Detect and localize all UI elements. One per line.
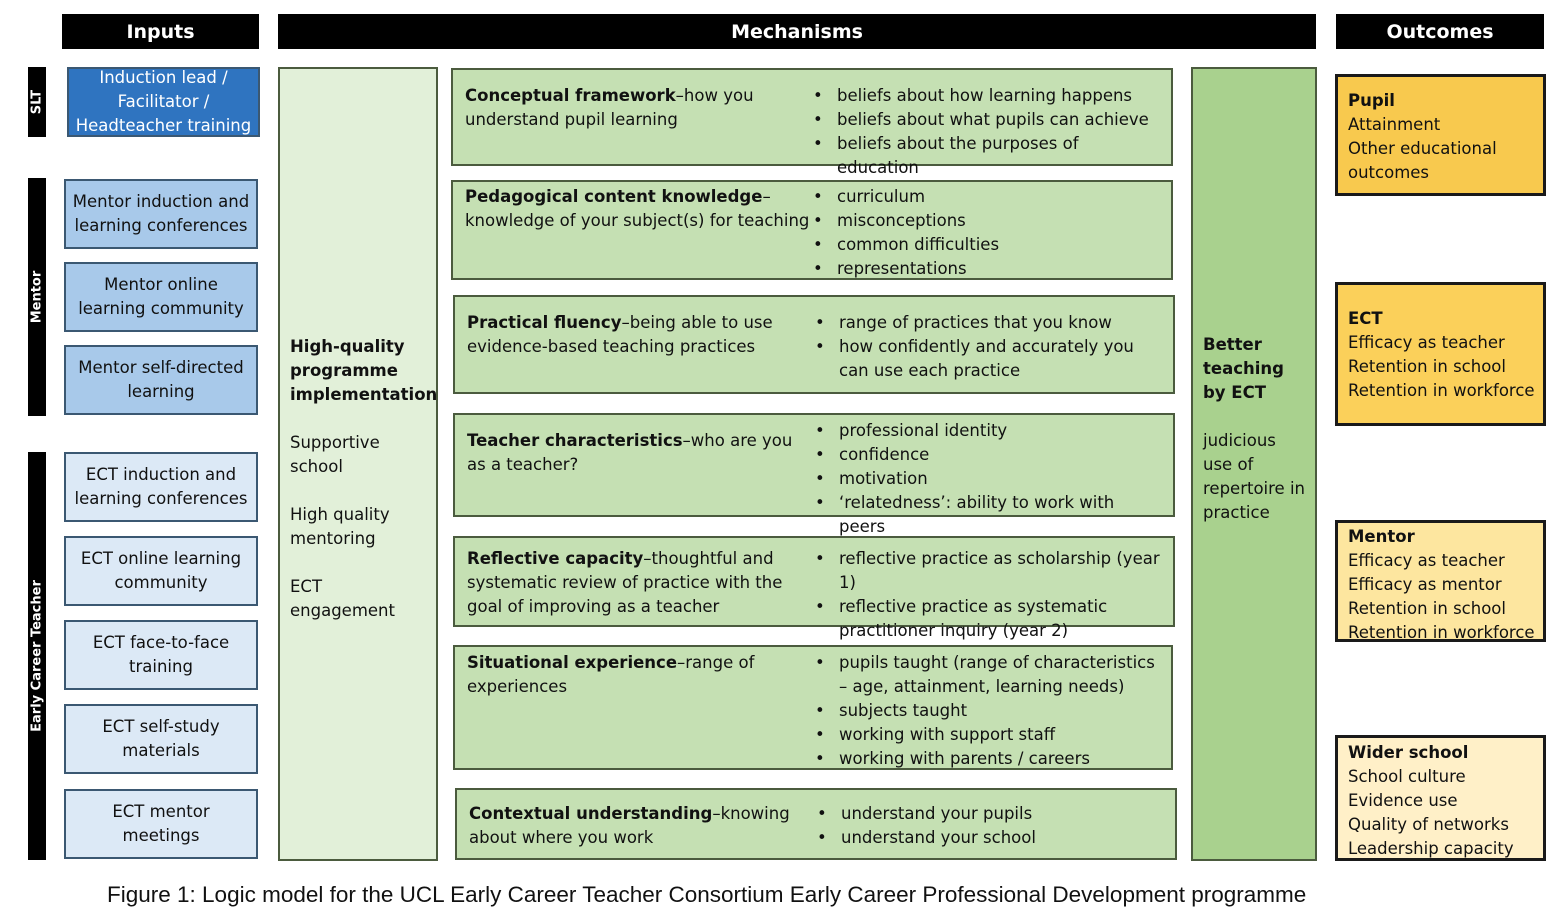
outcome-item: Leadership capacity <box>1348 839 1514 858</box>
input-label: Mentor online learning community <box>78 275 244 318</box>
input-box-slt <box>67 67 260 137</box>
outcomes-header-label: Outcomes <box>1386 20 1494 43</box>
outcome-item: Retention in school <box>1348 357 1506 376</box>
outcome-item: Retention in school <box>1348 599 1506 618</box>
mechanism-title: Conceptual framework <box>465 86 676 105</box>
input-box-mentor <box>64 262 258 332</box>
mechanism-bullet: • representations <box>813 257 1163 281</box>
mechanisms-header-label: Mechanisms <box>731 20 863 43</box>
mechanism-description <box>469 802 814 850</box>
mechanism-bullet: • curriculum <box>813 185 1163 209</box>
input-label: ECT mentor meetings <box>112 802 210 845</box>
inputs-header <box>62 14 259 49</box>
mechanism-bullet: • professional identity <box>815 419 1165 443</box>
mechanism-box <box>455 788 1177 860</box>
mechanism-desc-text: –range of experiences <box>467 653 755 696</box>
mechanism-bullets <box>815 651 1163 771</box>
input-box-ect <box>64 789 258 859</box>
outcome-title: ECT <box>1348 309 1383 328</box>
implementation-item: ECT engagement <box>290 577 395 620</box>
outcome-item: Retention in workforce <box>1348 381 1535 400</box>
mechanism-bullets <box>813 185 1163 281</box>
outcome-box-ect <box>1335 282 1546 426</box>
outcome-box-pupil <box>1335 74 1546 196</box>
input-label: ECT induction and learning conferences <box>74 465 248 508</box>
mechanism-description <box>467 311 812 359</box>
mechanism-title: Practical fluency <box>467 313 622 332</box>
mechanism-box <box>453 295 1175 394</box>
mechanism-bullet: • pupils taught (range of characteristics – age, attainment, learning needs) <box>815 651 1163 699</box>
input-box-ect <box>64 536 258 606</box>
mechanism-description <box>465 84 810 132</box>
mechanism-bullet: • misconceptions <box>813 209 1163 233</box>
input-label: ECT online learning community <box>80 549 242 592</box>
outcome-box-wider-school <box>1335 735 1546 861</box>
implementation-title: High-quality programme implementation <box>290 337 438 404</box>
mechanism-title: Pedagogical content knowledge <box>465 187 763 206</box>
outcome-item: School culture <box>1348 767 1466 786</box>
mechanism-box <box>453 536 1175 640</box>
implementation-box <box>278 67 438 861</box>
inputs-header-label: Inputs <box>126 20 195 43</box>
mechanism-box <box>453 413 1175 536</box>
outcome-title: Pupil <box>1348 91 1395 110</box>
mechanism-desc-text: –thoughtful and systematic review of practice with the goal of improving as a teacher <box>467 549 783 616</box>
outcome-title: Mentor <box>1348 527 1415 546</box>
mechanism-desc-text: –who are you as a teacher? <box>467 431 793 474</box>
ect-side-label: Early Career Teacher <box>29 580 45 732</box>
mechanism-bullet: • range of practices that you know <box>815 311 1165 335</box>
outcome-item: Quality of networks <box>1348 815 1509 834</box>
mechanism-bullet: • working with parents / careers <box>815 747 1163 771</box>
mechanism-description <box>467 547 812 619</box>
outcome-item: Attainment <box>1348 115 1441 134</box>
mechanism-title: Situational experience <box>467 653 678 672</box>
mechanism-title: Reflective capacity <box>467 549 644 568</box>
input-label: Mentor induction and learning conferences <box>72 192 250 235</box>
input-box-mentor <box>64 345 258 415</box>
mechanism-bullets <box>815 547 1165 643</box>
mechanism-bullets <box>813 84 1163 180</box>
ect-side-bar <box>28 452 46 860</box>
mechanism-bullet: • reflective practice as systematic practitioner inquiry (year 2) <box>815 595 1165 643</box>
mechanism-bullet: • understand your school <box>817 826 1167 850</box>
outcome-item: Evidence use <box>1348 791 1458 810</box>
slt-side-label: SLT <box>29 89 45 115</box>
slt-side-bar <box>28 67 46 137</box>
mechanism-desc-text: –how you understand pupil learning <box>465 86 754 129</box>
outcome-item: Other educational outcomes <box>1348 139 1497 182</box>
mechanism-bullet: • how confidently and accurately you can use each practice <box>815 335 1165 383</box>
input-box-ect <box>64 452 258 522</box>
mechanism-bullet: • beliefs about what pupils can achieve <box>813 108 1163 132</box>
outcome-title: Wider school <box>1348 743 1469 762</box>
mentor-side-bar <box>28 178 46 416</box>
mechanism-bullet: • understand your pupils <box>817 802 1167 826</box>
mechanism-desc-text: –being able to use evidence-based teaching practices <box>467 313 773 356</box>
input-box-ect <box>64 704 258 774</box>
mechanism-bullet: • subjects taught <box>815 699 1163 723</box>
implementation-item: Supportive school <box>290 433 380 476</box>
mechanism-description <box>467 651 812 699</box>
mechanism-bullet: • working with support staff <box>815 723 1163 747</box>
mechanism-desc-text: –knowing about where you work <box>469 804 790 847</box>
mechanism-bullets <box>815 419 1165 539</box>
outcome-box-mentor <box>1335 520 1546 642</box>
input-label: ECT self-study materials <box>102 717 220 760</box>
mechanism-bullet: • beliefs about the purposes of education <box>813 132 1163 180</box>
mechanism-description <box>465 185 810 233</box>
figure-caption: Figure 1: Logic model for the UCL Early Career Teacher Consortium Early Career Professional Development programme <box>107 882 1307 907</box>
input-label: ECT face-to-face training <box>92 633 230 676</box>
implementation-item: High quality mentoring <box>290 505 390 548</box>
mechanism-bullet: • motivation <box>815 467 1165 491</box>
outcome-item: Efficacy as teacher <box>1348 551 1505 570</box>
mechanism-bullet: • common difficulties <box>813 233 1163 257</box>
mechanism-description <box>467 429 812 477</box>
input-box-ect <box>64 620 258 690</box>
mechanism-box <box>453 645 1173 770</box>
mechanism-desc-text: – knowledge of your subject(s) for teaching <box>465 187 810 230</box>
input-label: Induction lead / Facilitator / Headteacher training <box>75 68 252 135</box>
input-box-mentor <box>64 179 258 249</box>
mechanism-bullet: • beliefs about how learning happens <box>813 84 1163 108</box>
mentor-side-label: Mentor <box>29 270 45 324</box>
better-teaching-title: Better teaching by ECT <box>1203 335 1284 402</box>
mechanism-box <box>451 68 1173 177</box>
mechanism-bullet: • confidence <box>815 443 1165 467</box>
input-label: Mentor self-directed learning <box>78 358 244 401</box>
mechanism-bullet: • reflective practice as scholarship (year 1) <box>815 547 1165 595</box>
outcomes-header <box>1336 14 1544 49</box>
mechanisms-header <box>278 14 1316 49</box>
better-teaching-box <box>1191 67 1317 861</box>
mechanism-box <box>451 180 1173 280</box>
outcome-item: Efficacy as mentor <box>1348 575 1502 594</box>
outcome-item: Efficacy as teacher <box>1348 333 1505 352</box>
better-teaching-text: judicious use of repertoire in practice <box>1203 431 1305 522</box>
mechanism-title: Teacher characteristics <box>467 431 683 450</box>
mechanism-bullets <box>815 311 1165 383</box>
outcome-item: Retention in workforce <box>1348 623 1535 642</box>
mechanism-bullet: • ‘relatedness’: ability to work with peers <box>815 491 1165 539</box>
mechanism-bullets <box>817 802 1167 850</box>
mechanism-title: Contextual understanding <box>469 804 713 823</box>
